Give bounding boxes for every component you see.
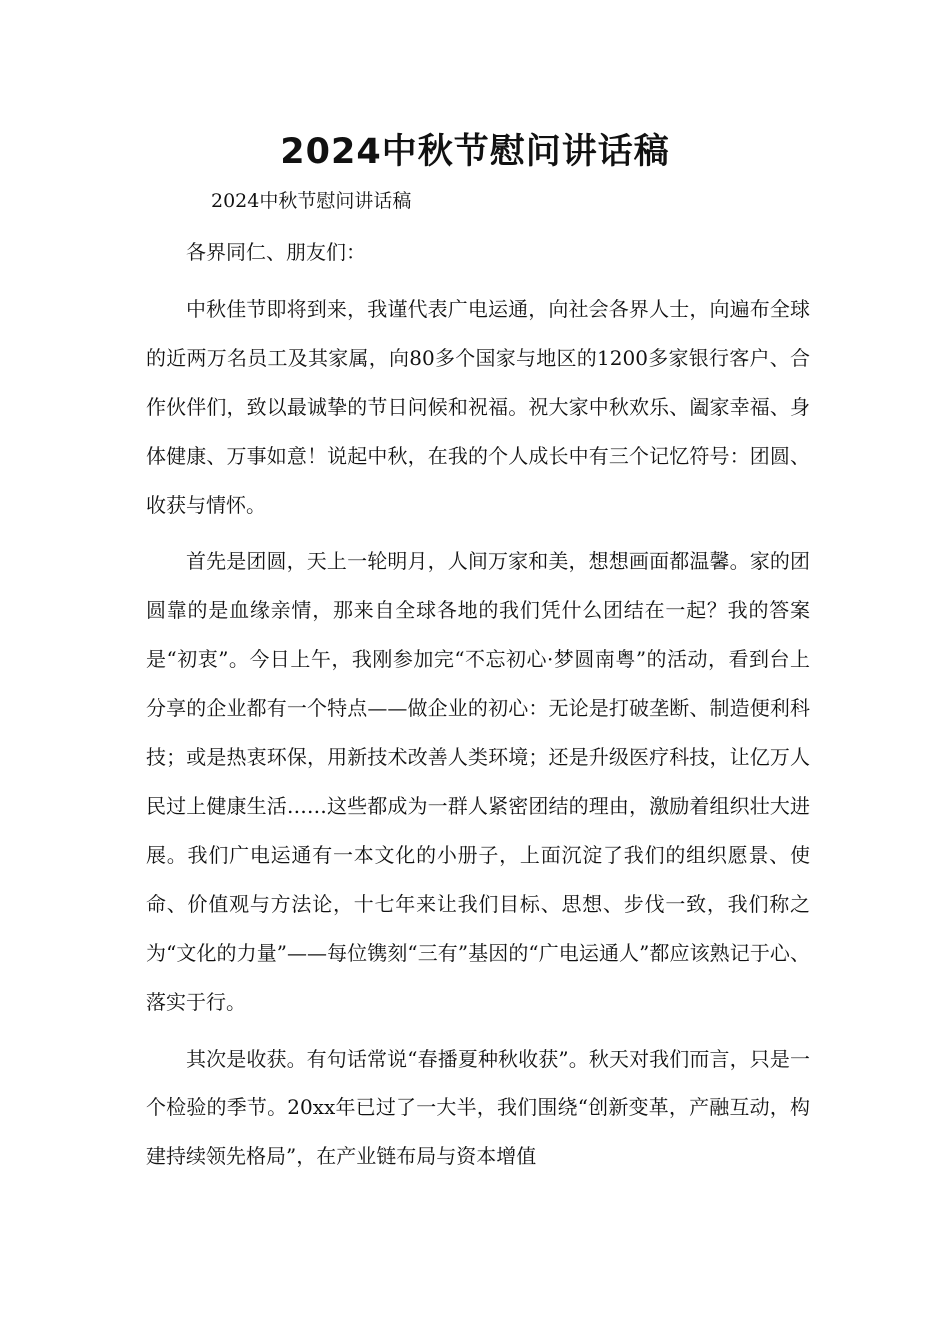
salutation: 各界同仁、朋友们： — [186, 240, 366, 264]
paragraph-3: 其次是收获。有句话常说“春播夏种秋收获”。秋天对我们而言，只是一个检验的季节。20xx年已过了一大半，我们围绕“创新变革，产融互动，构建持续领先格局”，在产业链布局与资本增值 — [146, 1046, 810, 1169]
document-title: 2024中秋节慰问讲话稿 — [280, 132, 670, 172]
document-subtitle: 2024中秋节慰问讲话稿 — [211, 190, 412, 212]
document-body — [146, 228, 810, 1189]
paragraph-1: 中秋佳节即将到来，我谨代表广电运通，向社会各界人士，向遍布全球的近两万名员工及其家属，向80多个国家与地区的1200多家银行客户、合作伙伴们，致以最诚挚的节日问候和祝福。祝大家中秋欢乐、阖家幸福、身体健康、万事如意！说起中秋，在我的个人成长中有三个记忆符号：团圆、收获与情怀。 — [146, 296, 810, 517]
paragraph-2: 首先是团圆，天上一轮明月，人间万家和美，想想画面都温馨。家的团圆靠的是血缘亲情，那来自全球各地的我们凭什么团结在一起？我的答案是“初衷”。今日上午，我刚参加完“不忘初心·梦圆南粤”的活动，看到台上分享的企业都有一个特点——做企业的初心：无论是打破垄断、制造便利科技；或是热衷环保，用新技术改善人类环境；还是升级医疗科技，让亿万人民过上健康生活……这些都成为一群人紧密团结的理由，激励着组织壮大进展。我们广电运通有一本文化的小册子，上面沉淀了我们的组织愿景、使命、价值观与方法论，十七年来让我们目标、思想、步伐一致，我们称之为“文化的力量”——每位镌刻“三有”基因的“广电运通人”都应该熟记于心、落实于行。 — [146, 549, 810, 1014]
